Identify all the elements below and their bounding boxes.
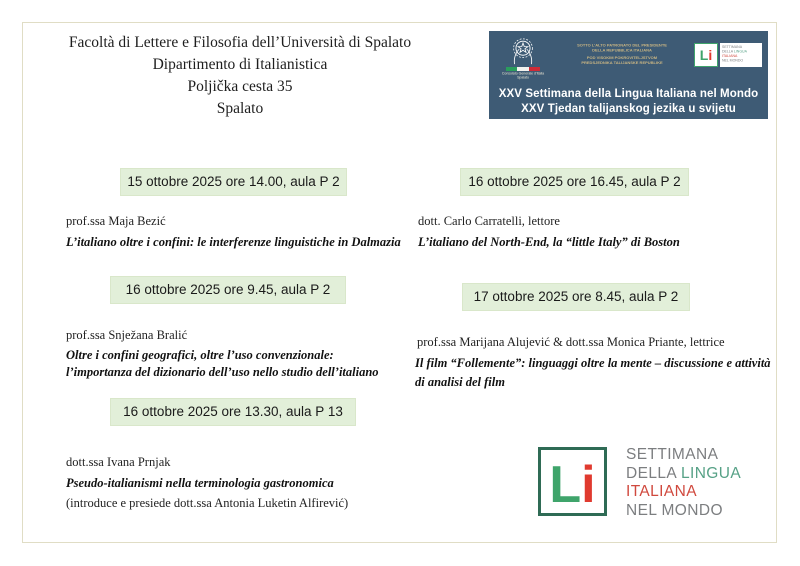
li-logo-letter-l: L — [549, 456, 582, 514]
event-date-badge: 15 ottobre 2025 ore 14.00, aula P 2 — [120, 168, 347, 196]
header-line-department: Dipartimento di Italianistica — [152, 56, 328, 73]
consulate-name — [497, 72, 549, 82]
event-title: Pseudo-italianismi nella terminologia gastronomica — [66, 476, 334, 490]
footer-logo-line3: ITALIANA — [626, 483, 697, 500]
event-title: L’italiano oltre i confini: le interferenze linguistiche in Dalmazia — [66, 235, 401, 249]
mini-logo-text-box — [720, 43, 762, 67]
event-title — [66, 347, 379, 380]
mini-logo-text-line2: DELLA LINGUA — [722, 50, 747, 54]
banner-title-italian: XXV Settimana della Lingua Italiana nel Mondo — [498, 88, 759, 100]
italy-republic-emblem-icon — [508, 36, 538, 66]
event-title-line2: di analisi del film — [415, 375, 505, 389]
patronage-hr-line1: POD VISOKIM POKROVITELJSTVOM — [586, 55, 657, 60]
header-line-address: Poljička cesta 35 — [187, 78, 293, 95]
banner-top-row — [489, 31, 768, 85]
consulate-emblem-block — [497, 36, 549, 85]
header-block — [30, 32, 450, 120]
mini-logo-text-line1: SETTIMANA — [722, 45, 743, 49]
consulate-name-line1: Consolato Generale d’Italia — [501, 72, 545, 76]
event-date-badge: 16 ottobre 2025 ore 16.45, aula P 2 — [460, 168, 689, 196]
patronage-it-line2: DELLA REPUBBLICA ITALIANA — [591, 47, 652, 53]
event-title-line1: Oltre i confini geografici, oltre l’uso convenzionale: — [66, 348, 334, 362]
mini-logo-text-line4: NEL MONDO — [722, 59, 744, 63]
patronage-text-block — [549, 36, 694, 85]
event-title: L’italiano del North-End, la “little Italy” di Boston — [418, 235, 680, 249]
header-line-city: Spalato — [216, 100, 264, 117]
mini-li-letter-i: i — [708, 47, 713, 63]
event-date-badge: 16 ottobre 2025 ore 13.30, aula P 13 — [110, 398, 356, 426]
footer-logo-line1: SETTIMANA — [626, 446, 719, 463]
footer-logo-line4: NEL MONDO — [626, 501, 723, 519]
event-speaker: prof.ssa Snježana Bralić — [66, 328, 188, 342]
event-speaker: dott. Carlo Carratelli, lettore — [418, 214, 560, 228]
mini-li-logo-icon — [694, 43, 718, 67]
event-title-line1: Il film “Follemente”: linguaggi oltre la mente – discussione e attività — [415, 356, 771, 370]
event-speaker: prof.ssa Maja Bezić — [66, 214, 166, 228]
banner-mini-li-logo — [694, 36, 762, 85]
mini-li-letter-l: L — [699, 47, 709, 63]
banner-title-block — [489, 85, 768, 116]
footer-logo-line2: DELLA LINGUA — [626, 464, 742, 482]
mini-logo-text-line3: ITALIANA — [722, 54, 738, 58]
event-speaker: dott.ssa Ivana Prnjak — [66, 455, 171, 469]
footer-logo-text — [626, 446, 741, 520]
patronage-it-line1: SOTTO L’ALTO PATRONATO DEL PRESIDENTE — [576, 43, 667, 48]
header-line-faculty: Facoltà di Lettere e Filosofia dell’Università di Spalato — [68, 34, 412, 51]
consulate-name-line2: Spalato — [517, 76, 529, 80]
event-title — [415, 354, 771, 392]
event-title-line2: l’importanza del dizionario dell’uso nello studio dell’italiano — [66, 364, 379, 379]
italy-flag-icon — [506, 67, 540, 71]
event-note: (introduce e presiede dott.ssa Antonia Luketin Alfirević) — [66, 496, 349, 510]
event-speaker: prof.ssa Marijana Alujević & dott.ssa Monica Priante, lettrice — [417, 335, 725, 349]
event-banner — [489, 31, 768, 119]
li-logo — [538, 447, 607, 516]
li-logo-letter-i: i — [581, 456, 596, 514]
patronage-hr-line2: PREDSJEDNIKA TALIJANSKE REPUBLIKE — [580, 60, 663, 65]
event-date-badge: 16 ottobre 2025 ore 9.45, aula P 2 — [110, 276, 346, 304]
banner-title-croatian: XXV Tjedan talijanskog jezika u svijetu — [521, 102, 736, 115]
event-date-badge: 17 ottobre 2025 ore 8.45, aula P 2 — [462, 283, 690, 311]
